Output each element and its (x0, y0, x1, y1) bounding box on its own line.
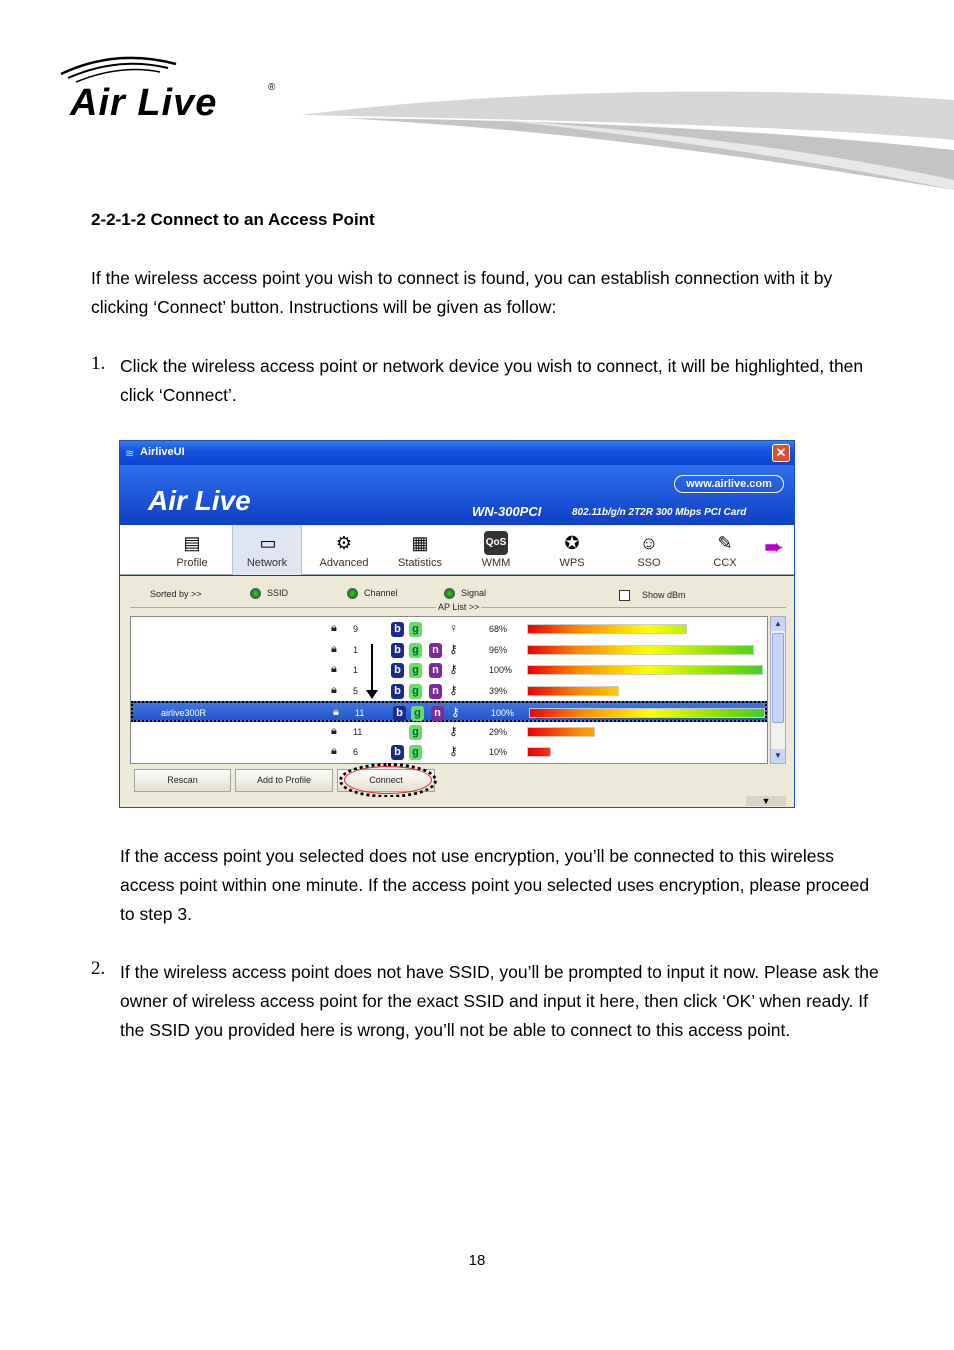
mode-n-badge: n (429, 643, 442, 658)
connect-button[interactable]: Connect (337, 769, 435, 792)
sort-ssid-radio[interactable] (250, 588, 288, 599)
mode-g-badge: g (409, 663, 422, 678)
radio-icon (250, 588, 261, 599)
ap-channel: 5 (353, 685, 359, 696)
encryption-icon: ⚷ (449, 662, 458, 676)
lock-icon: 🔒︎ (331, 642, 337, 655)
profile-icon: ▤ (183, 533, 201, 553)
ap-list[interactable] (130, 616, 768, 764)
tab-network[interactable] (232, 525, 302, 575)
airlive-utility-window (119, 440, 795, 808)
footer-expand-icon[interactable]: ▼ (746, 796, 786, 806)
ap-signal-percent: 100% (489, 665, 513, 675)
ap-signal-percent: 29% (489, 726, 508, 737)
logo-text: Air Live (70, 82, 218, 124)
sort-signal-label: Signal (461, 588, 487, 598)
scroll-down-icon[interactable]: ▼ (771, 749, 785, 763)
tab-label: WMM (481, 557, 511, 569)
mode-g-badge: g (409, 684, 422, 699)
ap-list-row[interactable] (131, 722, 767, 743)
tab-sso[interactable] (614, 525, 684, 575)
airlive-logo (56, 52, 286, 122)
show-dbm-label: Show dBm (642, 590, 686, 600)
ap-list-label: AP List >> (438, 602, 480, 612)
signal-bar (527, 624, 687, 634)
advanced-icon: ⚙ (335, 533, 353, 553)
banner-logo: Air Live (148, 485, 251, 516)
window-footer (120, 797, 794, 807)
signal-bar (527, 747, 551, 757)
step-1-text: Click the wireless access point or network device you wish to connect, it will be highlighted, then click ‘Connect’. (120, 356, 864, 405)
connect-highlight-ellipse (344, 766, 432, 794)
banner-url: www.airlive.com (674, 475, 784, 493)
ap-channel: 11 (355, 708, 365, 718)
header-swoosh-decoration (300, 70, 954, 210)
app-icon: ≋ (125, 448, 135, 460)
encryption-icon: ⚷ (449, 744, 458, 758)
tab-label: Network (246, 557, 288, 569)
signal-bar (527, 645, 754, 655)
ap-channel: 6 (353, 747, 359, 757)
ap-list-row[interactable] (131, 742, 767, 763)
ccx-icon: ✎ (717, 533, 733, 553)
tab-wmm[interactable] (461, 525, 531, 575)
ap-list-row[interactable] (131, 681, 767, 702)
signal-bar (529, 708, 765, 718)
mode-g-badge: g (409, 725, 422, 740)
lock-icon: 🔒︎ (331, 663, 337, 675)
ap-channel: 1 (353, 665, 359, 675)
ap-channel: 1 (353, 644, 359, 655)
tab-label: Profile (176, 557, 208, 569)
mode-b-badge: b (391, 663, 404, 678)
show-dbm-checkbox[interactable] (619, 590, 630, 601)
ap-ssid: airlive300R (161, 708, 207, 718)
mode-b-badge: b (391, 622, 404, 637)
mode-b-badge: b (391, 745, 404, 760)
sort-channel-label: Channel (364, 588, 398, 598)
mode-b-badge: b (391, 643, 404, 658)
intro-paragraph: If the wireless access point you wish to connect is found, you can establish connection with it by clicking ‘Connect’ button. Instructions will be given as follow: (91, 268, 833, 317)
ap-list-row[interactable] (131, 701, 767, 722)
mode-n-badge: n (429, 684, 442, 699)
ap-signal-percent: 10% (489, 747, 508, 757)
tab-wps[interactable] (537, 525, 607, 575)
radio-icon (444, 588, 455, 599)
signal-bar (527, 665, 763, 675)
main-toolbar (120, 525, 794, 575)
step-2-text: If the wireless access point does not have SSID, you’ll be prompted to input it now. Please ask the owner of wireless access point for the exact SSID and input it here, then click ‘OK’ when ready. If the SSID you provided here is wrong, you’ll not be able to connect to this access point. (120, 962, 879, 1040)
ap-signal-percent: 68% (489, 624, 508, 634)
lock-icon: 🔒︎ (333, 706, 339, 718)
lock-icon: 🔒︎ (331, 745, 337, 757)
window-title: AirliveUI (140, 446, 185, 458)
app-banner (120, 465, 794, 525)
mode-n-badge: n (429, 663, 442, 678)
signal-bar (527, 727, 595, 737)
encryption-icon: ♀ (449, 621, 458, 635)
page-number: 18 (468, 1252, 486, 1269)
signal-bar (527, 686, 619, 696)
step-1-number: 1. (91, 353, 106, 374)
step-2-number: 2. (91, 958, 106, 979)
ap-list-scrollbar[interactable] (770, 616, 786, 764)
sort-channel-radio[interactable] (347, 588, 398, 599)
ap-list-row[interactable] (131, 619, 767, 640)
sort-ssid-label: SSID (267, 588, 289, 598)
tab-advanced[interactable] (309, 525, 379, 575)
more-arrow-icon[interactable]: ➨ (763, 534, 785, 561)
mode-g-badge: g (409, 622, 422, 637)
network-icon: ▭ (259, 533, 277, 553)
scroll-up-icon[interactable]: ▲ (771, 617, 785, 631)
mode-n-badge: n (431, 706, 444, 721)
logo-registered-mark: ® (268, 82, 276, 93)
wps-icon: ✪ (564, 533, 580, 553)
encryption-icon: ⚷ (449, 682, 458, 697)
tab-label: CCX (713, 557, 737, 569)
sort-signal-radio[interactable] (444, 588, 486, 599)
lock-icon: 🔒︎ (331, 683, 337, 696)
ap-list-row[interactable] (131, 640, 767, 661)
tab-profile[interactable] (157, 525, 227, 575)
mode-g-badge: g (409, 643, 422, 658)
ap-signal-percent: 96% (489, 644, 508, 655)
banner-model: WN-300PCI (472, 504, 542, 519)
radio-icon (347, 588, 358, 599)
encryption-icon: ⚷ (449, 641, 458, 656)
lock-icon: 🔒︎ (331, 724, 337, 737)
sorted-by-label: Sorted by >> (150, 589, 202, 599)
tab-statistics[interactable] (385, 525, 455, 575)
ap-signal-percent: 39% (489, 685, 508, 696)
ap-channel: 9 (353, 624, 359, 634)
mode-b-badge: b (393, 706, 406, 721)
lock-icon: 🔒︎ (331, 622, 337, 634)
note-paragraph: If the access point you selected does not use encryption, you’ll be connected to this wireless access point within one minute. If the access point you selected uses encryption, please proceed to step 3. (120, 846, 870, 924)
encryption-icon: ⚷ (451, 705, 460, 719)
tab-label: WPS (559, 557, 585, 569)
ap-signal-percent: 100% (491, 708, 515, 718)
tab-label: SSO (637, 557, 661, 569)
sso-icon: ☺ (639, 533, 659, 553)
add-to-profile-button[interactable]: Add to Profile (235, 769, 333, 792)
ap-channel: 11 (353, 726, 363, 737)
encryption-icon: ⚷ (449, 723, 458, 738)
ap-list-row[interactable] (131, 660, 767, 681)
network-panel (120, 576, 794, 807)
close-button[interactable]: ✕ (772, 444, 790, 462)
section-title: 2-2-1-2 Connect to an Access Point (91, 210, 375, 229)
mode-g-badge: g (411, 706, 424, 721)
banner-description: 802.11b/g/n 2T2R 300 Mbps PCI Card (572, 507, 747, 518)
rescan-button[interactable]: Rescan (134, 769, 231, 792)
mode-g-badge: g (409, 745, 422, 760)
window-titlebar (120, 441, 794, 465)
wmm-icon: QoS (484, 531, 508, 555)
tab-label: Statistics (397, 557, 442, 569)
tab-label: Advanced (319, 557, 369, 569)
mode-b-badge: b (391, 684, 404, 699)
scroll-thumb[interactable] (772, 633, 784, 723)
statistics-icon: ▦ (411, 533, 429, 553)
tab-ccx[interactable] (690, 525, 760, 575)
